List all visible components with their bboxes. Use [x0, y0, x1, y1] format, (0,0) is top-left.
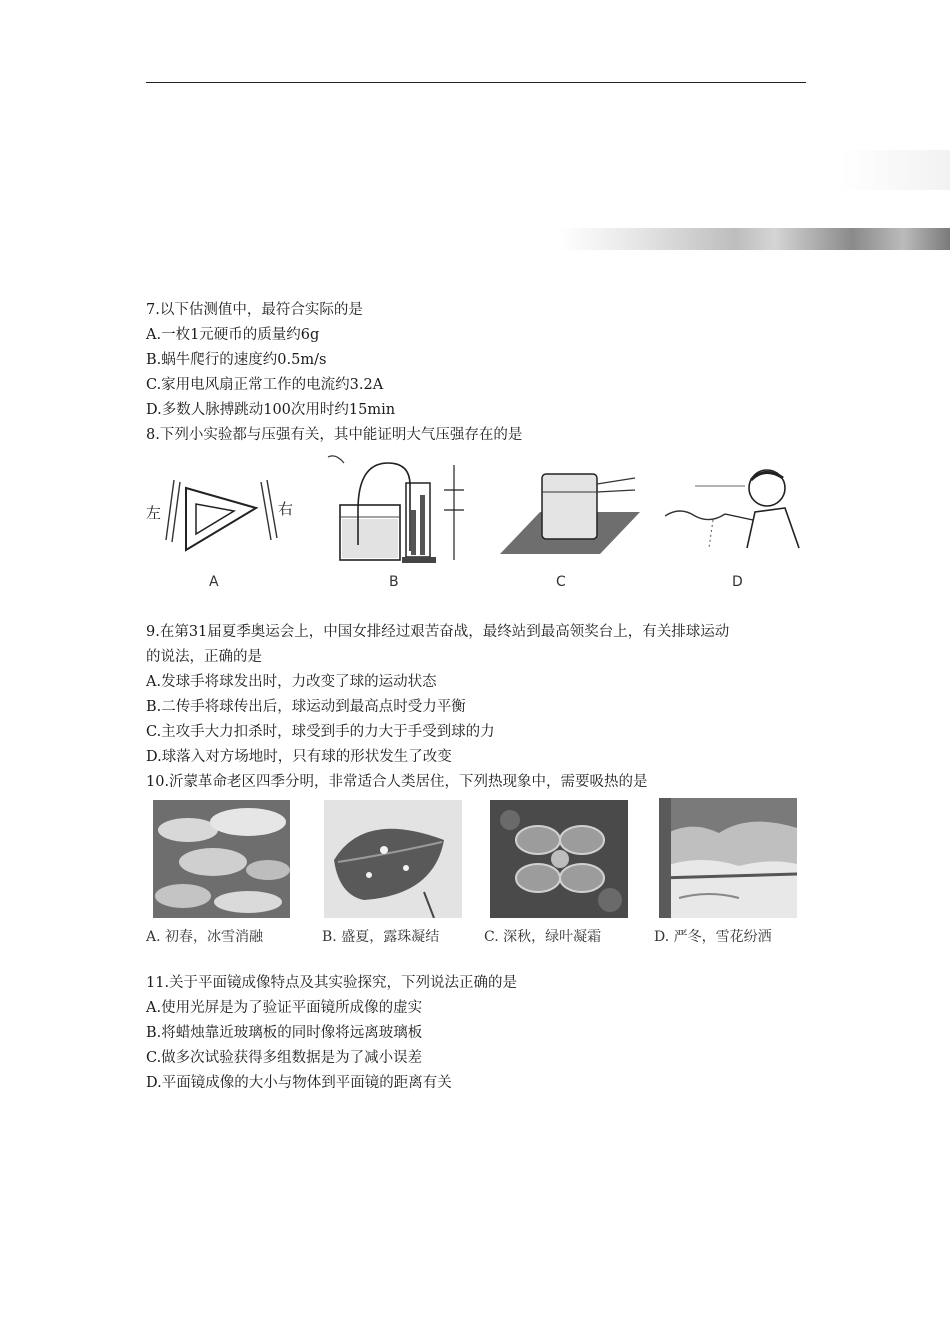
- q8-label-d: D: [732, 574, 743, 590]
- q11-option-d: D.平面镜成像的大小与物体到平面镜的距离有关: [146, 1075, 452, 1091]
- q7-option-b: B.蜗牛爬行的速度约0.5m/s: [146, 352, 327, 368]
- q8-right-label: 右: [278, 500, 294, 518]
- q11-option-c: C.做多次试验获得多组数据是为了减小误差: [146, 1050, 423, 1066]
- q10-photo-c: [490, 800, 628, 918]
- q8-label-b: B: [389, 574, 399, 590]
- q8-left-label: 左: [146, 504, 162, 522]
- q7-stem: 7.以下估测值中，最符合实际的是: [146, 302, 363, 318]
- q10-caption-d: D. 严冬，雪花纷洒: [654, 929, 772, 945]
- q9-stem-line1: 9.在第31届夏季奥运会上，中国女排经过艰苦奋战，最终站到最高领奖台上，有关排球运动: [146, 624, 730, 640]
- q10-photo-b: [324, 800, 462, 918]
- q9-option-a: A.发球手将球发出时，力改变了球的运动状态: [146, 674, 437, 690]
- q7-option-a: A.一枚1元硬币的质量约6g: [146, 327, 320, 343]
- q9-option-c: C.主攻手大力扣杀时，球受到手的力大于手受到球的力: [146, 724, 495, 740]
- q8-stem: 8.下列小实验都与压强有关，其中能证明大气压强存在的是: [146, 427, 523, 443]
- q10-caption-a: A. 初春，冰雪消融: [146, 929, 264, 945]
- q8-label-c: C: [556, 574, 566, 590]
- header-rule: [146, 82, 806, 83]
- q11-option-a: A.使用光屏是为了验证平面镜所成像的虚实: [146, 1000, 423, 1016]
- scan-smudge: [560, 228, 950, 250]
- q10-caption-c: C. 深秋，绿叶凝霜: [484, 929, 602, 945]
- q9-option-d: D.球落入对方场地时，只有球的形状发生了改变: [146, 749, 452, 765]
- q8-figure-a: [146, 470, 306, 565]
- q10-photo-a: [153, 800, 290, 918]
- q11-stem: 11.关于平面镜成像特点及其实验探究，下列说法正确的是: [146, 975, 518, 991]
- q10-caption-b: B. 盛夏，露珠凝结: [322, 929, 440, 945]
- scan-smudge-faint: [840, 150, 950, 190]
- q8-figure-d: [665, 462, 810, 557]
- q8-label-a: A: [209, 574, 219, 590]
- q8-figure-b: [318, 455, 478, 570]
- q10-stem: 10.沂蒙革命老区四季分明，非常适合人类居住，下列热现象中，需要吸热的是: [146, 774, 648, 790]
- q8-figure-c: [500, 462, 645, 562]
- q11-option-b: B.将蜡烛靠近玻璃板的同时像将远离玻璃板: [146, 1025, 423, 1041]
- q7-option-c: C.家用电风扇正常工作的电流约3.2A: [146, 377, 384, 393]
- q7-option-d: D.多数人脉搏跳动100次用时约15min: [146, 402, 396, 418]
- q9-option-b: B.二传手将球传出后，球运动到最高点时受力平衡: [146, 699, 466, 715]
- q9-stem-line2: 的说法，正确的是: [146, 649, 262, 665]
- q10-photo-d: [659, 798, 797, 918]
